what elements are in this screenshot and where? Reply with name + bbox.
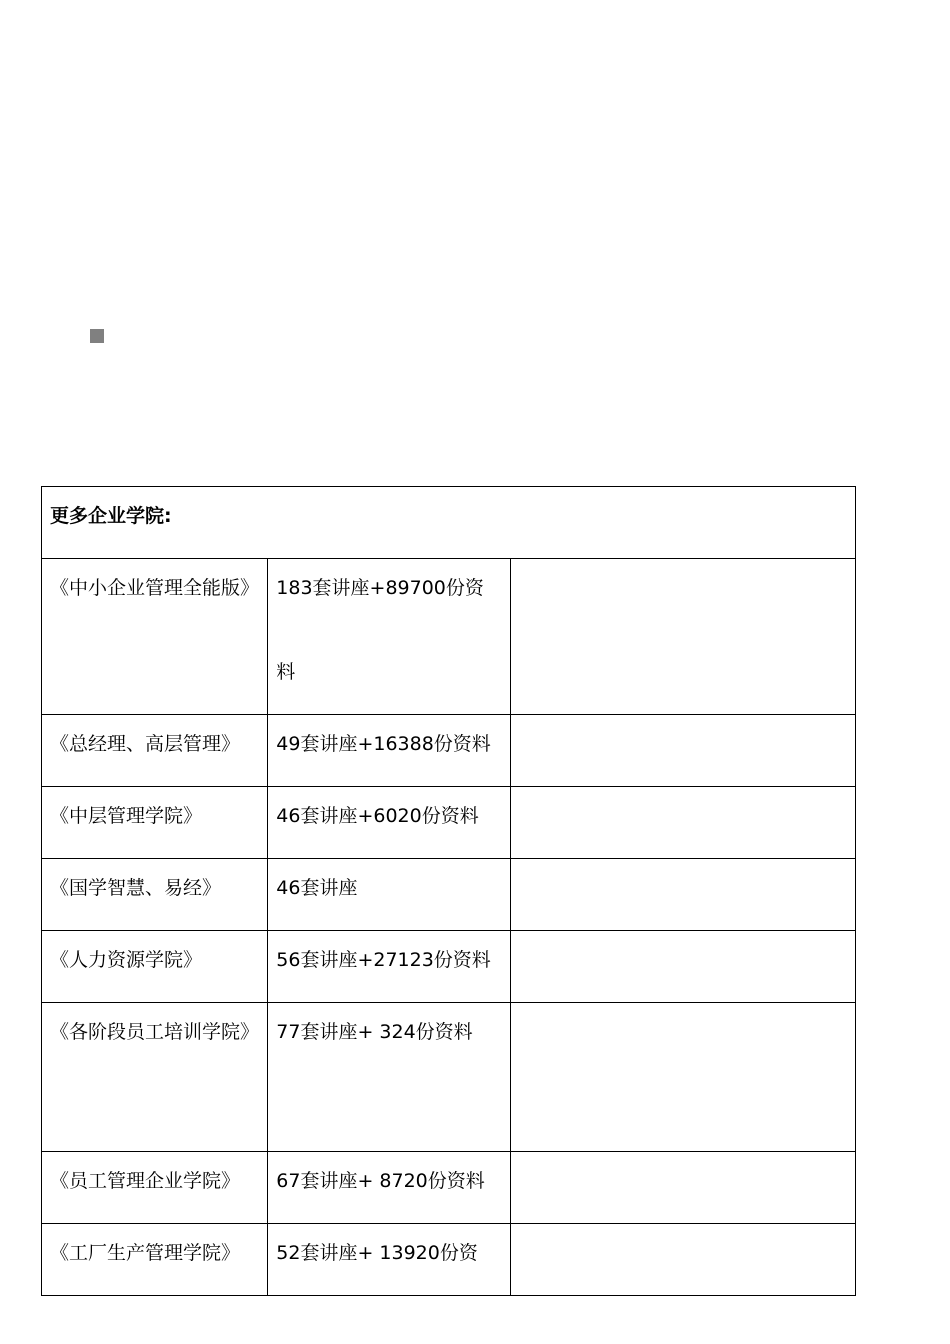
academy-name-cell <box>42 1224 268 1296</box>
academy-name: 《中小企业管理全能版》 <box>50 577 260 599</box>
academy-extra-cell <box>510 859 855 931</box>
academy-content: 46套讲座+6020份资料 <box>276 805 479 827</box>
academy-name: 《中层管理学院》 <box>50 805 203 827</box>
table-row <box>42 1224 856 1296</box>
academy-extra-cell <box>510 787 855 859</box>
academy-content: 56套讲座+27123份资料 <box>276 949 491 971</box>
academy-table <box>41 486 856 1296</box>
academy-name: 《各阶段员工培训学院》 <box>50 1021 260 1043</box>
academy-extra-cell <box>510 1224 855 1296</box>
academy-name-cell <box>42 1003 268 1152</box>
academy-content: 49套讲座+16388份资料 <box>276 733 491 755</box>
academy-name: 《国学智慧、易经》 <box>50 877 222 899</box>
academy-name: 《工厂生产管理学院》 <box>50 1242 241 1264</box>
academy-content: 52套讲座+ 13920份资 <box>276 1242 478 1264</box>
academy-content: 67套讲座+ 8720份资料 <box>276 1170 485 1192</box>
academy-extra-cell <box>510 1003 855 1152</box>
academy-extra-cell <box>510 931 855 1003</box>
academy-name-cell <box>42 559 268 715</box>
academy-content-cell <box>268 559 510 715</box>
table-header-text: 更多企业学院: <box>50 505 172 527</box>
academy-content: 46套讲座 <box>276 877 358 899</box>
academy-extra-cell <box>510 715 855 787</box>
table-row <box>42 1003 856 1152</box>
academy-extra-cell <box>510 559 855 715</box>
academy-content-cell <box>268 1224 510 1296</box>
academy-name: 《员工管理企业学院》 <box>50 1170 241 1192</box>
academy-content: 183套讲座+89700份资料 <box>276 577 484 683</box>
academy-content-cell <box>268 1003 510 1152</box>
table-row <box>42 559 856 715</box>
academy-extra-cell <box>510 1152 855 1224</box>
academy-content: 77套讲座+ 324份资料 <box>276 1021 473 1043</box>
academy-name: 《总经理、高层管理》 <box>50 733 241 755</box>
academy-name: 《人力资源学院》 <box>50 949 203 971</box>
square-bullet-icon <box>90 329 104 343</box>
